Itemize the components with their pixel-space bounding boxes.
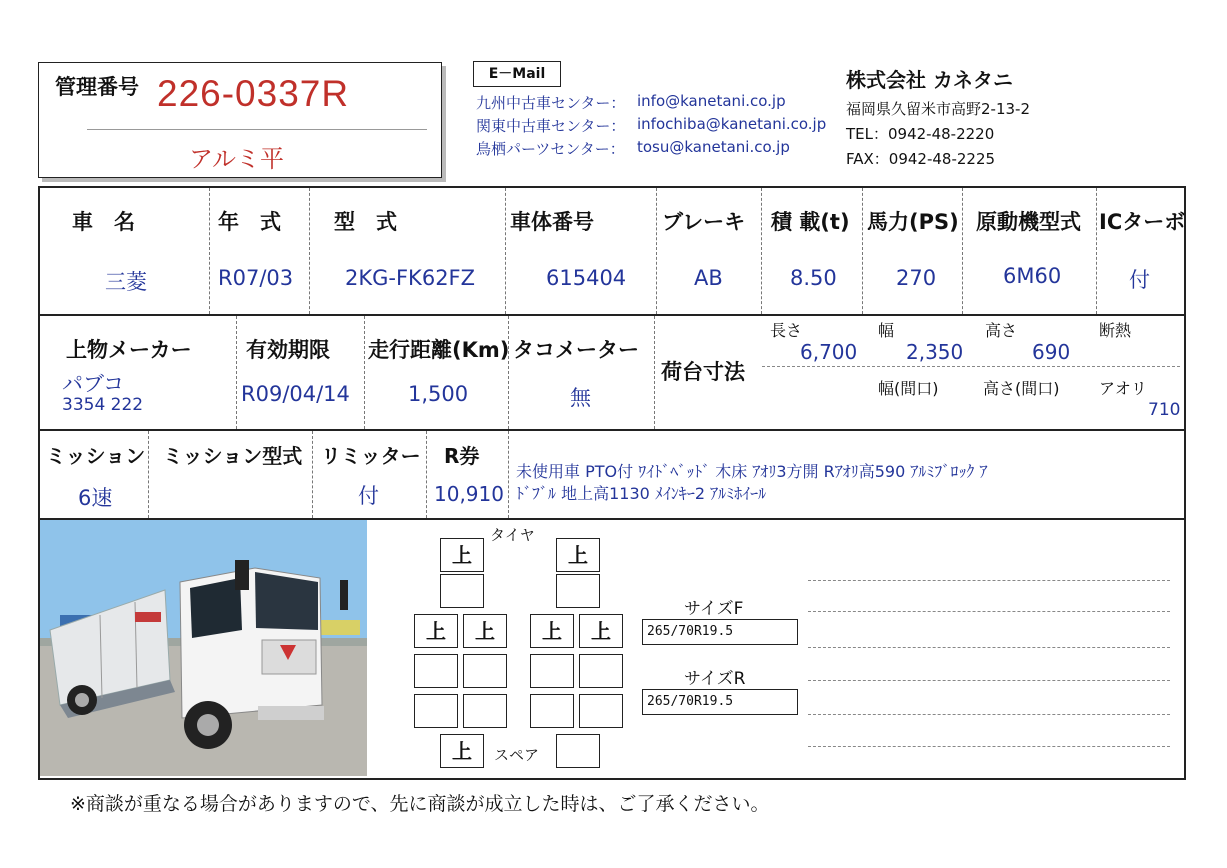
cell-divider [654, 316, 655, 429]
management-id-number: 226-0337R [157, 73, 350, 114]
cell-divider [508, 431, 509, 518]
limiter-value: 付 [358, 484, 379, 508]
tire-rear2-right-inner [530, 654, 574, 688]
expiry-value: R09/04/14 [241, 382, 350, 406]
hp-value: 270 [896, 266, 937, 290]
cell-divider [426, 431, 427, 518]
turbo-header: ICターボ [1099, 210, 1186, 234]
company-name: 株式会社 カネタニ [846, 68, 1013, 92]
size-r-box [642, 689, 798, 715]
height-label: 高さ [985, 321, 1018, 340]
tire-spare-1: 上 [440, 734, 484, 768]
email-row-tosu [476, 138, 625, 159]
width-opening-label: 幅(間口) [878, 379, 939, 398]
tire-rear3-left-outer [414, 694, 458, 728]
note-line [808, 680, 1170, 681]
tire-rear2-left-outer [414, 654, 458, 688]
tire-rear2-left-inner [463, 654, 507, 688]
id-box-divider [87, 129, 427, 130]
size-f-value: 265/70R19.5 [647, 624, 734, 639]
tire-rear-right-inner: 上 [530, 614, 574, 648]
tire-rear2-right-outer [579, 654, 623, 688]
cell-divider [862, 188, 863, 314]
tire-rear3-right-inner [530, 694, 574, 728]
email-name: 鳥栖パーツセンター： [476, 140, 625, 158]
mileage-header: 走行距離(Km) [368, 338, 510, 362]
truck-image [40, 520, 367, 776]
model-header: 型 式 [334, 210, 397, 234]
dims-header: 荷台寸法 [661, 360, 745, 384]
mileage-value: 1,500 [408, 382, 469, 406]
brake-header: ブレーキ [662, 210, 746, 234]
company-tel: TEL：0942-48-2220 [846, 125, 995, 143]
expiry-header: 有効期限 [246, 338, 330, 362]
tire-front-left: 上 [440, 538, 484, 572]
size-f-box [642, 619, 798, 645]
chassis-value: 615404 [546, 266, 627, 290]
tire-front-right: 上 [556, 538, 600, 572]
body-maker-header: 上物メーカー [66, 338, 192, 362]
note-line [808, 580, 1170, 581]
aori-value: 710 [1148, 400, 1181, 420]
tacho-value: 無 [570, 386, 591, 410]
maker-header: 車 名 [72, 210, 135, 234]
spare-label: スペア [494, 746, 540, 764]
cell-divider [508, 316, 509, 429]
note-line [808, 746, 1170, 747]
size-r-value: 265/70R19.5 [647, 694, 734, 709]
mission-value: 6速 [78, 486, 113, 510]
email-title: E－Mail [488, 66, 546, 82]
tacho-header: タコメーター [513, 338, 639, 362]
cell-divider [236, 316, 237, 429]
insulation-label: 断熱 [1099, 321, 1132, 340]
dims-divider [762, 366, 1180, 367]
email-name: 関東中古車センター： [476, 117, 626, 135]
height-value: 690 [1032, 340, 1071, 364]
mission-header: ミッション [46, 444, 146, 468]
company-address: 福岡県久留米市高野2-13-2 [846, 100, 1030, 118]
email-address-kanto[interactable]: infochiba@kanetani.co.jp [637, 115, 827, 133]
mission-type-header: ミッション型式 [163, 444, 303, 468]
email-title-box [473, 61, 561, 87]
tire-title: タイヤ [490, 526, 535, 544]
width-label: 幅 [878, 321, 895, 340]
email-name: 九州中古車センター： [476, 94, 626, 112]
company-fax: FAX：0942-48-2225 [846, 150, 996, 168]
note-line [808, 647, 1170, 648]
cell-divider [656, 188, 657, 314]
brake-value: AB [694, 266, 723, 290]
length-label: 長さ [770, 321, 803, 340]
cell-divider [364, 316, 365, 429]
year-value: R07/03 [218, 266, 294, 290]
aori-label: アオリ [1099, 379, 1147, 398]
notes-line-2: ﾄﾞﾌﾞﾙ 地上高1130 ﾒｲﾝｷｰ2 ｱﾙﾐﾎｲｰﾙ [516, 484, 767, 503]
year-header: 年 式 [218, 210, 281, 234]
footer-note: ※商談が重なる場合がありますので、先に商談が成立した時は、ご了承ください。 [70, 793, 770, 815]
limiter-header: リミッター [321, 444, 421, 468]
height-opening-label: 高さ(間口) [983, 379, 1060, 398]
cell-divider [309, 188, 310, 314]
tire-rear-left-outer: 上 [414, 614, 458, 648]
email-row-kyushu [476, 92, 625, 113]
tire-front-right-2 [556, 574, 600, 608]
cell-divider [312, 431, 313, 518]
cell-divider [505, 188, 506, 314]
truck-photo [40, 520, 367, 776]
engine-header: 原動機型式 [976, 210, 1081, 234]
tire-rear-right-outer: 上 [579, 614, 623, 648]
management-id-label: 管理番号 [55, 75, 139, 99]
size-r-label: サイズR [684, 669, 746, 689]
tire-rear-left-inner: 上 [463, 614, 507, 648]
cell-divider [1096, 188, 1097, 314]
r-ticket-header: R券 [444, 444, 480, 468]
size-f-label: サイズF [684, 599, 744, 619]
row-divider [38, 429, 1184, 431]
load-value: 8.50 [790, 266, 837, 290]
width-value: 2,350 [906, 340, 964, 364]
length-value: 6,700 [800, 340, 858, 364]
hp-header: 馬力(PS) [867, 210, 959, 234]
tire-rear3-left-inner [463, 694, 507, 728]
r-ticket-value: 10,910 [434, 482, 504, 506]
body-type: アルミ平 [189, 145, 285, 173]
cell-divider [209, 188, 210, 314]
model-value: 2KG-FK62FZ [345, 266, 476, 290]
tire-rear3-right-outer [579, 694, 623, 728]
email-address-kyushu[interactable]: info@kanetani.co.jp [637, 92, 786, 110]
engine-value: 6M60 [1003, 264, 1062, 288]
email-address-tosu[interactable]: tosu@kanetani.co.jp [637, 138, 790, 156]
management-id-box [38, 62, 442, 178]
cell-divider [962, 188, 963, 314]
cell-divider [148, 431, 149, 518]
note-line [808, 611, 1170, 612]
load-header: 積 載(t) [771, 210, 850, 234]
turbo-value: 付 [1129, 268, 1150, 292]
chassis-header: 車体番号 [510, 210, 594, 234]
maker-value: 三菱 [105, 270, 147, 294]
notes-line-1: 未使用車 PTO付 ﾜｲﾄﾞﾍﾞｯﾄﾞ 木床 ｱｵﾘ3方開 Rｱｵﾘ高590 ｱﾙﾐﾌﾞﾛｯｸ ｱ [516, 462, 988, 481]
tire-front-left-2 [440, 574, 484, 608]
body-maker-code: 3354 222 [62, 395, 144, 415]
row-divider [38, 314, 1184, 316]
email-row-kanto [476, 115, 625, 136]
cell-divider [761, 188, 762, 314]
note-line [808, 714, 1170, 715]
body-maker-value: パブコ [62, 372, 124, 396]
tire-spare-2 [556, 734, 600, 768]
